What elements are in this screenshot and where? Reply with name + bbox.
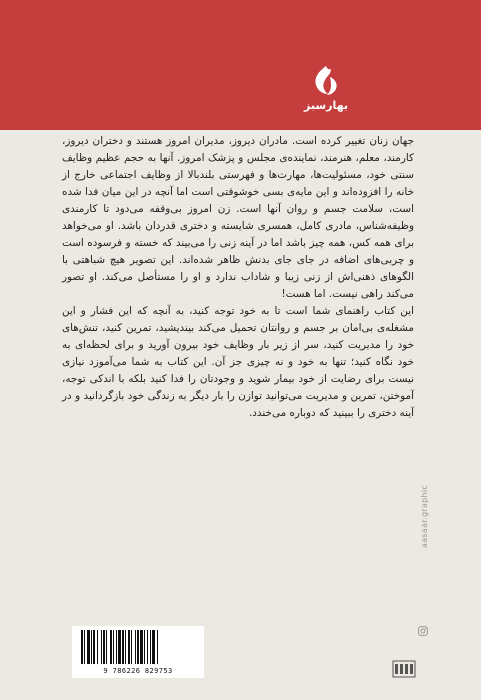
barcode-bar — [147, 630, 148, 664]
blurb-paragraph-1: جهان زنان تغییر کرده است. مادران دیروز، مدیران امروز هستند و دختران دیروز، کارمند، معلم، هنرمند، نماینده‌ی مجلس و پزشک امروز. آنها به حجم عظیم وظایف سنتی خود، مسئولیت‌ها، مهارت‌ها و فهرستی بلندبالا از وظایف اجتماعی خارج از خانه را افزوده‌اند و این مایه‌ی بسی خوشوقتی است اما آنچه در این میان فدا شده است، سلامت جسم و روان آنها است. زن امروز بی‌وقفه می‌دود تا کارمندی وظیفه‌شناس، مادری کامل، همسری شایسته و دختری قدردان باشد. او می‌خواهد برای همه کس، همه چیز باشد اما در آینه زنی را می‌بیند که خسته و فرسوده است و چربی‌های اضافه در جای جای بدنش ظاهر شده‌اند. این تصویر هیچ شباهتی با الگوهای ذهنی‌اش از زنی زیبا و شاداب ندارد و او را مستأصل می‌کند. او تصور می‌کند راهی نیست. اما هست! — [62, 135, 414, 300]
barcode-bar — [93, 630, 95, 664]
barcode-bar — [131, 630, 132, 664]
barcode-bar — [101, 630, 102, 664]
barcode-bar — [152, 630, 155, 664]
barcode-bar — [84, 630, 85, 664]
isbn-number: 9 786226 829753 — [103, 667, 173, 675]
barcode-bar — [91, 630, 92, 664]
barcode-bar — [140, 630, 143, 664]
publisher-logo — [296, 64, 356, 120]
barcode-bar — [157, 630, 158, 664]
publisher-emblem-icon — [392, 660, 416, 678]
barcode-bar — [135, 630, 136, 664]
barcode-bar — [97, 630, 98, 664]
barcode-bar — [118, 630, 121, 664]
barcode-bar — [113, 630, 114, 664]
barcode-bar — [81, 630, 83, 664]
back-cover-blurb — [62, 133, 414, 422]
barcode-bar — [103, 630, 105, 664]
barcode-bar — [87, 630, 90, 664]
barcode-bar — [110, 630, 112, 664]
red-header-band — [0, 0, 481, 130]
isbn-barcode — [72, 626, 204, 678]
barcode-bar — [106, 630, 107, 664]
barcode-bar — [116, 630, 117, 664]
instagram-icon — [418, 626, 428, 636]
barcode-bar — [150, 630, 151, 664]
designer-credit: aasaar.graphic — [420, 484, 429, 548]
barcode-bar — [137, 630, 139, 664]
barcode-bar — [128, 630, 130, 664]
barcode-bar — [125, 630, 126, 664]
barcode-bars — [79, 630, 197, 664]
barcode-bar — [122, 630, 124, 664]
flame-leaf-logo-icon — [309, 64, 343, 98]
publisher-logo-text: بهارسبز — [303, 99, 348, 112]
blurb-paragraph-2: این کتاب راهنمای شما است تا به خود توجه کنید، به آنچه که این فشار و این مشغله‌ی بی‌امان بر جسم و روانتان تحمیل می‌کند بیندیشید، تمرین کنید، تنش‌های خود را مدیریت کنید، سر از زیر بار وظایف خود بیرون آورید و برای لحظه‌ای به خود نگاه کنید؛ تنها به خود و نه چیزی جز آن. این کتاب به شما می‌آموزد نیازی نیست برای رضایت از خود بیمار شوید و وجودتان را فدا کنید بلکه با اندکی توجه، آموختن، تمرین و مدیریت می‌توانید توازن را بار دیگر به زندگی خود بازگردانید و در آینه دختری را ببینید که دوباره می‌خندد. — [62, 305, 414, 419]
barcode-bar — [144, 630, 145, 664]
